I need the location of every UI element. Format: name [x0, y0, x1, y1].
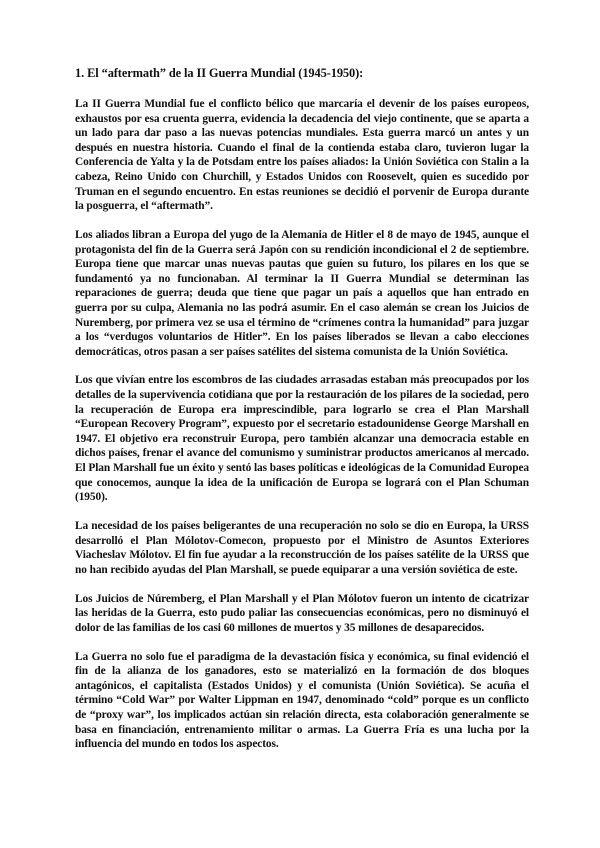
paragraph-molotov-plan: La necesidad de los países beligerantes de una recuperación no solo se dio en Europa, la URSS desarrolló el Plan Mólotov-Comecon, propuesto por el Ministro de Asuntos Exteriores Viacheslav Mólotov. El fin fue ayudar a la reconstrucción de los países satélite de la URSS que no han recibido ayudas del Plan Marshall, se puede equiparar a una versión soviética de este. — [75, 520, 529, 576]
paragraph-postwar-conferences: La II Guerra Mundial fue el conflicto bélico que marcaría el devenir de los países europeos, exhaustos por esa cruenta guerra, evidencia la decadencia del viejo continente, que se aparta a un lado para dar paso a las nuevas potencias mundiales. Esta guerra marcó un antes y un después en nuestra historia. Cuando el final de la contienda estaba claro, tuvieron lugar la Conferencia de Yalta y la de Potsdam entre los países aliados: la Unión Soviética con Stalin a la cabeza, Reino Unido con Churchill, y Estados Unidos con Roosevelt, quien es sucedido por Truman en el segundo encuentro. En estas reuniones se decidió el porvenir de Europa durante la posguerra, el “aftermath”. — [75, 98, 529, 213]
paragraph-allied-liberation: Los aliados libran a Europa del yugo de la Alemania de Hitler el 8 de mayo de 1945, aunque el protagonista del fin de la Guerra será Japón con su rendición incondicional el 2 de septiembre. Europa tiene que marcar unas nuevas pautas que guíen su futuro, los pilares en los que se fundamentó ya no funcionaban. Al terminar la II Guerra Mundial se determinan las reparaciones de guerra; deuda que tiene que pagar un país a aquellos que han entrado en guerra por su culpa, Alemania no las podrá asumir. En el caso alemán se crean los Juicios de Nuremberg, por primera vez se usa el término de “crímenes contra la humanidad” para juzgar a los “verdugos voluntarios de Hitler”. En los países liberados se llevan a cabo elecciones democráticas, otros pasan a ser países satélites del sistema comunista de la Unión Soviética. — [75, 228, 529, 358]
paragraph-cold-war: La Guerra no solo fue el paradigma de la devastación física y económica, su final evidenció el fin de la alianza de los ganadores, esto se materializó en la formación de dos bloques antagónicos, el capitalista (Estados Unidos) y el comunista (Unión Soviética). Se acuña el término “Cold War” por Walter Lippman en 1947, denominado “cold” porque es un conflicto de “proxy war”, los implicados actúan sin relación directa, esta colaboración generalmente se basa en financiación, entrenamiento militar o armas. La Guerra Fría es una lucha por la influencia del mundo en todos los aspectos. — [75, 650, 529, 751]
paragraph-marshall-plan: Los que vivían entre los escombros de las ciudades arrasadas estaban más preocupados por los detalles de la supervivencia cotidiana que por la restauración de los pilares de la sociedad, pero la recuperación de Europa era imprescindible, para lograrlo se crea el Plan Marshall “European Recovery Program”, expuesto por el secretario estadounidense George Marshall en 1947. El objetivo era reconstruir Europa, pero también alcanzar una democracia estable en dichos países, frenar el avance del comunismo y suministrar productos americanos al mercado. El Plan Marshall fue un éxito y sentó las bases políticas e ideológicas de la Comunidad Europea que conocemos, aunque la idea de la unificación de Europa se logrará con el Plan Schuman (1950). — [75, 374, 529, 504]
section-heading: 1. El “aftermath” de la II Guerra Mundial (1945-1950): — [75, 66, 364, 80]
document-page — [75, 66, 529, 766]
paragraph-war-wounds: Los Juicios de Núremberg, el Plan Marshall y el Plan Mólotov fueron un intento de cicatrizar las heridas de la Guerra, esto pudo paliar las consecuencias económicas, pero no disminuyó el dolor de las familias de los casi 60 millones de muertos y 35 millones de desaparecidos. — [75, 592, 529, 634]
